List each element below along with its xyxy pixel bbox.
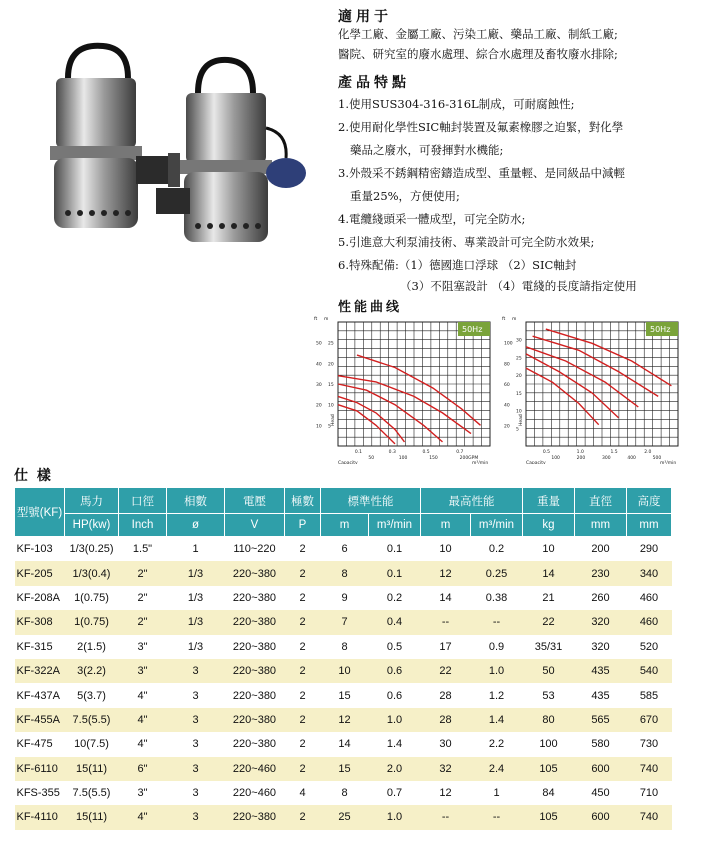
spec-cell: 15(11): [65, 805, 119, 829]
x-unit: m³/min: [472, 461, 489, 464]
y-tick-label: 100: [504, 341, 513, 347]
spec-cell: 105: [523, 805, 575, 829]
spec-cell: 0.6: [386, 689, 403, 702]
spec-cell: 2(1.5): [77, 640, 106, 653]
spec-cell: 1.4: [471, 708, 523, 732]
x-tick-label: 0.3: [388, 450, 396, 455]
spec-cell: 110~220: [233, 543, 276, 556]
spec-cell: 3: [192, 787, 199, 800]
spec-cell: 3(2.2): [65, 659, 119, 683]
spec-cell: 2: [285, 659, 321, 683]
spec-cell: 1.5": [132, 543, 153, 556]
spec-cell: 25: [321, 805, 369, 829]
spec-cell: 220~380: [225, 708, 285, 732]
header-unit: m: [321, 514, 369, 537]
spec-cell: 220~380: [225, 610, 285, 634]
spec-cell: 340: [627, 561, 672, 585]
table-row: [15, 561, 672, 585]
spec-cell: 1(0.75): [65, 610, 119, 634]
spec-cell: 2: [285, 610, 321, 634]
x-axis-label: Capacity: [526, 461, 546, 464]
spec-cell: 2.4: [471, 757, 523, 781]
y-tick-label: 10: [516, 409, 522, 415]
y-tick-label: 5: [516, 427, 519, 433]
x-tick-label-gpm: 200GPM: [459, 456, 479, 461]
spec-cell: 10: [439, 543, 452, 556]
spec-cell: 50: [523, 659, 575, 683]
spec-cell: 10: [542, 543, 555, 556]
spec-cell: 740: [627, 805, 672, 829]
spec-cell: 1(0.75): [74, 591, 109, 604]
x-tick-label-gpm: 100: [551, 456, 560, 461]
spec-cell: 1: [192, 543, 199, 556]
y-tick-label: 10: [328, 403, 334, 409]
spec-cell: 21: [542, 591, 555, 604]
feature-line: 6.特殊配備:（1）德國進口浮球 （2）SIC軸封: [338, 258, 577, 272]
header-diameter: 直徑: [575, 488, 627, 514]
x-tick-label-gpm: 100: [398, 456, 408, 461]
model-cell: KF-475: [16, 738, 53, 751]
feature-line: 4.電纜綫頭采一體成型，可完全防水;: [338, 212, 526, 226]
y-tick-label: 25: [328, 341, 334, 347]
header-unit: P: [285, 514, 321, 537]
header-unit: Inch: [119, 514, 167, 537]
spec-cell: 220~380: [232, 640, 277, 653]
header-unit: HP(kw): [65, 514, 119, 537]
feature-line: 1.使用SUS304-316-316L制成，可耐腐蝕性;: [338, 97, 575, 111]
spec-cell: 12: [421, 561, 471, 585]
table-row: [15, 805, 672, 829]
y-unit-m: m: [324, 317, 329, 322]
table-row: [15, 610, 672, 634]
spec-cell: 53: [542, 689, 555, 702]
spec-cell: 3: [192, 738, 199, 751]
pump-right: [156, 60, 306, 242]
y-tick-label: 20: [516, 374, 522, 380]
spec-cell: 2: [299, 543, 306, 556]
features-heading: 產品特點: [338, 75, 410, 91]
table-row: [15, 781, 672, 805]
spec-cell: 3": [137, 640, 148, 653]
y-tick-label: 10: [316, 424, 322, 430]
spec-cell: 7.5(5.5): [72, 787, 111, 800]
spec-cell: 2: [299, 738, 306, 751]
spec-cell: 7: [321, 610, 369, 634]
table-row: [15, 537, 672, 562]
y-tick-label: 40: [504, 403, 510, 409]
spec-cell: 320: [575, 610, 627, 634]
spec-cell: 2": [137, 591, 148, 604]
x-tick-label: 0.1: [354, 450, 363, 455]
model-cell: KFS-355: [16, 787, 60, 800]
spec-cell: 0.2: [386, 591, 403, 604]
spec-cell: 710: [639, 787, 659, 800]
spec-cell: 1.2: [488, 689, 505, 702]
spec-cell: 3": [119, 659, 167, 683]
spec-cell: --: [421, 610, 471, 634]
spec-cell: 1.0: [369, 805, 421, 829]
x-tick-label: 1.5: [610, 450, 618, 455]
spec-cell: 0.5: [386, 640, 403, 653]
spec-cell: 3: [167, 757, 225, 781]
spec-cell: 17: [439, 640, 452, 653]
x-tick-label-gpm: 200: [576, 456, 586, 461]
spec-cell: 200: [591, 543, 610, 556]
spec-cell: 220~380: [225, 561, 285, 585]
spec-cell: 1/3: [187, 591, 204, 604]
table-row: [15, 757, 672, 781]
y-tick-label: 15: [516, 391, 522, 397]
y-tick-label: 30: [516, 338, 522, 344]
y-tick-label: 40: [316, 362, 322, 368]
spec-table: [14, 487, 672, 830]
spec-cell: 600: [575, 757, 627, 781]
header-unit: mm: [627, 514, 672, 537]
x-tick-label: 0.7: [456, 450, 464, 455]
spec-cell: 730: [639, 738, 659, 751]
spec-cell: 28: [421, 708, 471, 732]
spec-cell: 220~380: [232, 689, 277, 702]
spec-cell: 100: [539, 738, 558, 751]
feature-line: 3.外殼采不銹鋼精密鑄造成型、重量輕、是同級品中減輕: [338, 166, 625, 180]
spec-cell: 220~380: [225, 659, 285, 683]
spec-cell: 8: [321, 561, 369, 585]
x-tick-label-gpm: 500: [652, 456, 662, 461]
header-unit: kg: [523, 514, 575, 537]
spec-cell: 450: [591, 787, 610, 800]
y-tick-label: 80: [504, 362, 510, 368]
spec-cell: 460: [639, 591, 659, 604]
spec-cell: 220~380: [232, 738, 277, 751]
spec-cell: 4": [137, 689, 148, 702]
spec-cell: 1/3(0.25): [69, 543, 114, 556]
spec-cell: 80: [523, 708, 575, 732]
spec-cell: 12: [321, 708, 369, 732]
spec-cell: 670: [627, 708, 672, 732]
spec-cell: 6: [341, 543, 348, 556]
spec-cell: 15: [338, 689, 351, 702]
spec-cell: 2": [119, 561, 167, 585]
header-unit: m³/min: [471, 514, 523, 537]
y-axis-label: Head: [331, 414, 336, 426]
header-phase: 相數: [167, 488, 225, 514]
spec-cell: 15: [321, 757, 369, 781]
spec-cell: 2: [285, 757, 321, 781]
spec-cell: 2: [285, 708, 321, 732]
spec-cell: 0.1: [369, 561, 421, 585]
spec-cell: 0.2: [488, 543, 505, 556]
spec-cell: 14: [523, 561, 575, 585]
spec-cell: 0.1: [386, 543, 403, 556]
model-cell: KF-6110: [15, 757, 65, 781]
x-tick-label-gpm: 50: [368, 456, 375, 461]
y-tick-label: 60: [504, 383, 510, 388]
table-row: [15, 708, 672, 732]
spec-cell: --: [471, 610, 523, 634]
spec-cell: 220~460: [232, 787, 277, 800]
spec-cell: 600: [575, 805, 627, 829]
spec-cell: 540: [627, 659, 672, 683]
spec-cell: 0.38: [485, 591, 508, 604]
spec-cell: 1/3: [167, 561, 225, 585]
x-tick-label-gpm: 300: [602, 456, 611, 461]
model-cell: KF-455A: [15, 708, 65, 732]
spec-cell: 740: [627, 757, 672, 781]
spec-cell: 8: [341, 640, 348, 653]
header-hp: 馬力: [65, 488, 119, 514]
spec-cell: 565: [575, 708, 627, 732]
spec-cell: 4": [137, 738, 148, 751]
spec-cell: 0.7: [386, 787, 403, 800]
frequency-badge-label: 50Hz: [650, 325, 671, 334]
table-row: [15, 586, 672, 610]
header-bore: 口徑: [119, 488, 167, 514]
spec-cell: 1: [493, 787, 500, 800]
spec-cell: 2: [285, 805, 321, 829]
model-cell: KF-205: [15, 561, 65, 585]
spec-cell: 220~380: [225, 805, 285, 829]
spec-cell: 6": [119, 757, 167, 781]
header-unit: V: [225, 514, 285, 537]
y-tick-label: 20: [328, 362, 334, 368]
y-axis-label: Head: [519, 414, 524, 426]
spec-cell: 2: [299, 689, 306, 702]
table-row: [15, 732, 672, 756]
spec-cell: 3": [137, 787, 148, 800]
spec-cell: 0.25: [471, 561, 523, 585]
spec-cell: 10(7.5): [74, 738, 109, 751]
spec-cell: 105: [523, 757, 575, 781]
performance-chart-left: [312, 314, 497, 464]
spec-cell: 8: [341, 787, 348, 800]
spec-cell: 4": [119, 805, 167, 829]
model-cell: KF-315: [16, 640, 53, 653]
spec-cell: 460: [627, 610, 672, 634]
spec-cell: 580: [591, 738, 610, 751]
model-cell: KF-308: [15, 610, 65, 634]
spec-cell: 1.4: [386, 738, 403, 751]
spec-cell: 32: [421, 757, 471, 781]
x-tick-label: 1.0: [576, 450, 584, 455]
header-voltage: 電壓: [225, 488, 285, 514]
performance-chart-right: [500, 314, 685, 464]
x-tick-label-gpm: 150: [429, 456, 438, 461]
spec-cell: 0.9: [488, 640, 505, 653]
spec-cell: 22: [421, 659, 471, 683]
x-unit: m³/min: [660, 461, 677, 464]
spec-cell: 1/3: [187, 640, 204, 653]
table-row: [15, 659, 672, 683]
spec-cell: 260: [591, 591, 610, 604]
frequency-badge-label: 50Hz: [462, 325, 483, 334]
spec-cell: 22: [523, 610, 575, 634]
spec-cell: 4: [299, 787, 306, 800]
header-weight: 重量: [523, 488, 575, 514]
spec-cell: 2: [299, 640, 306, 653]
spec-cell: 28: [439, 689, 452, 702]
spec-cell: 2.2: [488, 738, 505, 751]
y-tick-label: 30: [316, 383, 322, 388]
spec-cell: 2": [119, 610, 167, 634]
feature-line: 藥品之廢水，可發揮對水機能;: [350, 143, 504, 157]
spec-cell: 14: [439, 591, 452, 604]
applications-line-2: 醫院、研究室的廢水處理、綜合水處理及畜牧廢水排除;: [338, 47, 618, 61]
header-poles: 極數: [285, 488, 321, 514]
spec-cell: 220~460: [225, 757, 285, 781]
curves-heading: 性能曲线: [338, 300, 403, 315]
model-cell: KF-208A: [16, 591, 60, 604]
spec-cell: 1.0: [471, 659, 523, 683]
x-tick-label-gpm: 400: [627, 456, 636, 461]
y-tick-label: 20: [504, 424, 510, 430]
x-tick-label: 0.5: [422, 450, 430, 455]
spec-cell: --: [471, 805, 523, 829]
spec-cell: 290: [639, 543, 659, 556]
feature-line: （3）不阻塞設計 （4）電綫的長度請指定使用: [400, 279, 637, 293]
spec-cell: 1/3(0.4): [65, 561, 119, 585]
feature-line: 重量25%，方便使用;: [350, 189, 460, 203]
model-cell: KF-437A: [16, 689, 60, 702]
x-tick-label: 0.5: [542, 450, 551, 455]
spec-cell: 520: [639, 640, 659, 653]
header-unit: ø: [167, 514, 225, 537]
spec-cell: 3: [167, 708, 225, 732]
spec-cell: 320: [591, 640, 610, 653]
spec-cell: 1/3: [167, 610, 225, 634]
spec-cell: 3: [167, 659, 225, 683]
spec-cell: 15(11): [65, 757, 119, 781]
y-tick-label: 5: [328, 424, 331, 430]
applications-heading: 適用于: [338, 9, 392, 25]
spec-cell: 230: [575, 561, 627, 585]
header-height: 高度: [627, 488, 672, 514]
y-tick-label: 50: [316, 341, 322, 347]
spec-cell: 35/31: [534, 640, 563, 653]
model-cell: KF-103: [16, 543, 53, 556]
table-row: [15, 635, 672, 659]
spec-cell: 9: [341, 591, 348, 604]
spec-cell: 435: [575, 659, 627, 683]
spec-cell: 2: [299, 591, 306, 604]
header-unit: mm: [575, 514, 627, 537]
header-unit: m: [421, 514, 471, 537]
spec-cell: 0.4: [369, 610, 421, 634]
y-tick-label: 25: [516, 356, 522, 362]
spec-cell: 0.6: [369, 659, 421, 683]
spec-cell: 10: [321, 659, 369, 683]
spec-cell: 585: [639, 689, 659, 702]
applications-line-1: 化學工廠、金屬工廠、污染工廠、藥品工廠、制紙工廠;: [338, 27, 618, 41]
model-cell: KF-4110: [15, 805, 65, 829]
spec-title: 仕 樣: [14, 468, 53, 484]
spec-cell: 30: [439, 738, 452, 751]
spec-cell: 12: [439, 787, 452, 800]
model-cell: KF-322A: [15, 659, 65, 683]
spec-cell: 435: [591, 689, 610, 702]
x-tick-label: 2.0: [644, 450, 652, 455]
spec-cell: 84: [542, 787, 555, 800]
y-tick-label: 20: [316, 403, 322, 409]
pump-product-photo: [28, 38, 328, 253]
y-unit-ft: ft: [502, 317, 506, 322]
spec-cell: 5(3.7): [77, 689, 106, 702]
header-standard-performance: 標準性能: [321, 488, 421, 514]
spec-cell: --: [421, 805, 471, 829]
spec-cell: 3: [192, 689, 199, 702]
table-row: [15, 683, 672, 707]
spec-cell: 2.0: [369, 757, 421, 781]
spec-cell: 220~380: [232, 591, 277, 604]
y-unit-m: m: [512, 317, 517, 322]
feature-line: 2.使用耐化學性SIC軸封裝置及氟素橡膠之迫緊，對化學: [338, 120, 624, 134]
header-unit: m³/min: [369, 514, 421, 537]
header-max-performance: 最高性能: [421, 488, 523, 514]
spec-cell: 4": [119, 708, 167, 732]
y-unit-ft: ft: [314, 317, 318, 322]
spec-cell: 1.0: [369, 708, 421, 732]
spec-cell: 2: [285, 561, 321, 585]
spec-cell: 3: [167, 805, 225, 829]
spec-cell: 14: [338, 738, 351, 751]
feature-line: 5.引進意大利泵浦技術、專業設計可完全防水效果;: [338, 235, 595, 249]
x-axis-label: Capacity: [338, 461, 358, 464]
header-model: 型號(KF): [15, 488, 65, 537]
y-tick-label: 15: [328, 383, 334, 388]
spec-cell: 7.5(5.5): [65, 708, 119, 732]
